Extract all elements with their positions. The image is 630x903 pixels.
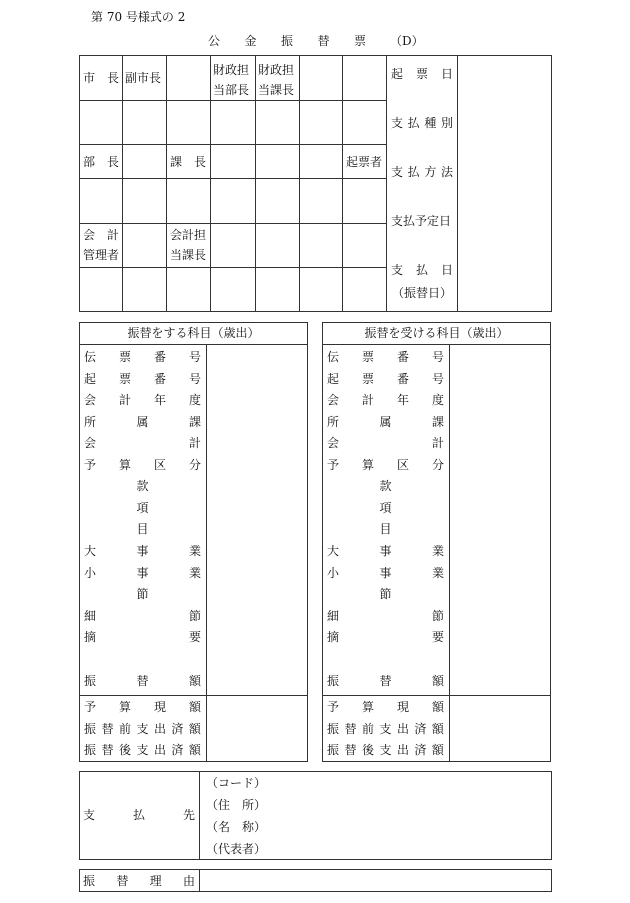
title-char: 票 [353,34,366,48]
form-number: 第 70 号様式の 2 [91,10,186,24]
right-row-label: 項 [379,501,392,515]
right-row-label: 款 [379,479,392,493]
title-char: 金 [244,34,257,48]
left-row-label: 節 [136,587,149,601]
left-row-label: 会 計 [84,436,201,450]
right-row-label: 伝 票 番 号 [327,350,444,364]
right-row-label: 目 [379,522,392,536]
form-title-suffix: （D） [390,34,424,48]
payment-type-label: 支 払 種 別 [391,116,453,130]
right-row-label: 所 属 課 [327,415,444,429]
finance-dept-head-label-1: 財政担 [213,63,250,77]
right-row-label: 節 [379,587,392,601]
right-row-label: 予 算 区 分 [327,458,444,472]
left-row-label: 振 替 額 [84,674,201,688]
left-row-label: 起 票 番 号 [84,372,201,386]
right-row-label: 会 計 [327,436,444,450]
right-row-label: 振 替 前 支 出 済 額 [327,722,444,736]
transfer-date-label: （振替日） [392,286,453,300]
payment-date-label: 支 払 日 [391,263,453,277]
payee-code-label: （コード） [206,776,267,790]
right-row-label: 大 事 業 [327,544,444,558]
accounting-section-head-label-2: 当課長 [170,248,207,262]
left-row-label: 振 替 前 支 出 済 額 [84,722,201,736]
left-panel [79,322,308,762]
right-row-label: 予 算 現 額 [327,700,444,714]
reason-label: 振 替 理 由 [83,874,195,888]
left-panel-header: 振替をする科目（歳出） [127,326,260,340]
payee-label: 支 払 先 [83,808,195,822]
left-row-label: 大 事 業 [84,544,201,558]
dept-head-label: 部 長 [83,155,119,169]
finance-dept-head-label-2: 当部長 [213,83,250,97]
left-row-label: 予 算 区 分 [84,458,201,472]
accounting-manager-label-1: 会 計 [83,228,119,242]
right-row-label: 起 票 番 号 [327,372,444,386]
left-row-label: 伝 票 番 号 [84,350,201,364]
draft-date-label: 起 票 日 [391,67,453,81]
title-char: 公 [208,34,221,48]
accounting-manager-label-2: 管理者 [83,248,120,262]
payee-name-label: （名 称） [206,820,267,834]
drafter-label: 起票者 [346,155,383,169]
left-row-label: 小 事 業 [84,566,201,580]
payment-scheduled-label: 支払予定日 [391,214,452,228]
payee-representative-label: （代表者） [206,842,267,856]
left-row-label: 摘 要 [84,630,201,644]
left-row-label: 振 替 後 支 出 済 額 [84,743,201,757]
section-head-label: 課 長 [170,155,206,169]
right-panel-header: 振替を受ける科目（歳出） [364,326,509,340]
vice-mayor-label: 副市長 [125,71,162,85]
finance-section-head-label-1: 財政担 [258,63,295,77]
finance-section-head-label-2: 当課長 [258,83,295,97]
left-row-label: 所 属 課 [84,415,201,429]
title-char: 振 [280,34,293,48]
right-panel [322,322,551,762]
form-title [208,34,366,48]
left-row-label: 目 [136,522,149,536]
title-char: 替 [317,34,330,48]
left-row-label: 会 計 年 度 [84,393,201,407]
left-row-label: 項 [136,501,149,515]
left-row-label: 予 算 現 額 [84,700,201,714]
right-row-label: 振 替 額 [327,674,444,688]
left-row-label: 款 [136,479,149,493]
approval-block [79,55,552,312]
payee-address-label: （住 所） [206,798,267,812]
right-row-label: 振 替 後 支 出 済 額 [327,743,444,757]
right-row-label: 小 事 業 [327,566,444,580]
left-row-label: 細 節 [84,609,201,623]
mayor-label: 市 長 [83,71,119,85]
right-row-label: 摘 要 [327,630,444,644]
payment-method-label: 支 払 方 法 [391,165,453,179]
accounting-section-head-label-1: 会計担 [170,228,207,242]
right-row-label: 会 計 年 度 [327,393,444,407]
right-row-label: 細 節 [327,609,444,623]
